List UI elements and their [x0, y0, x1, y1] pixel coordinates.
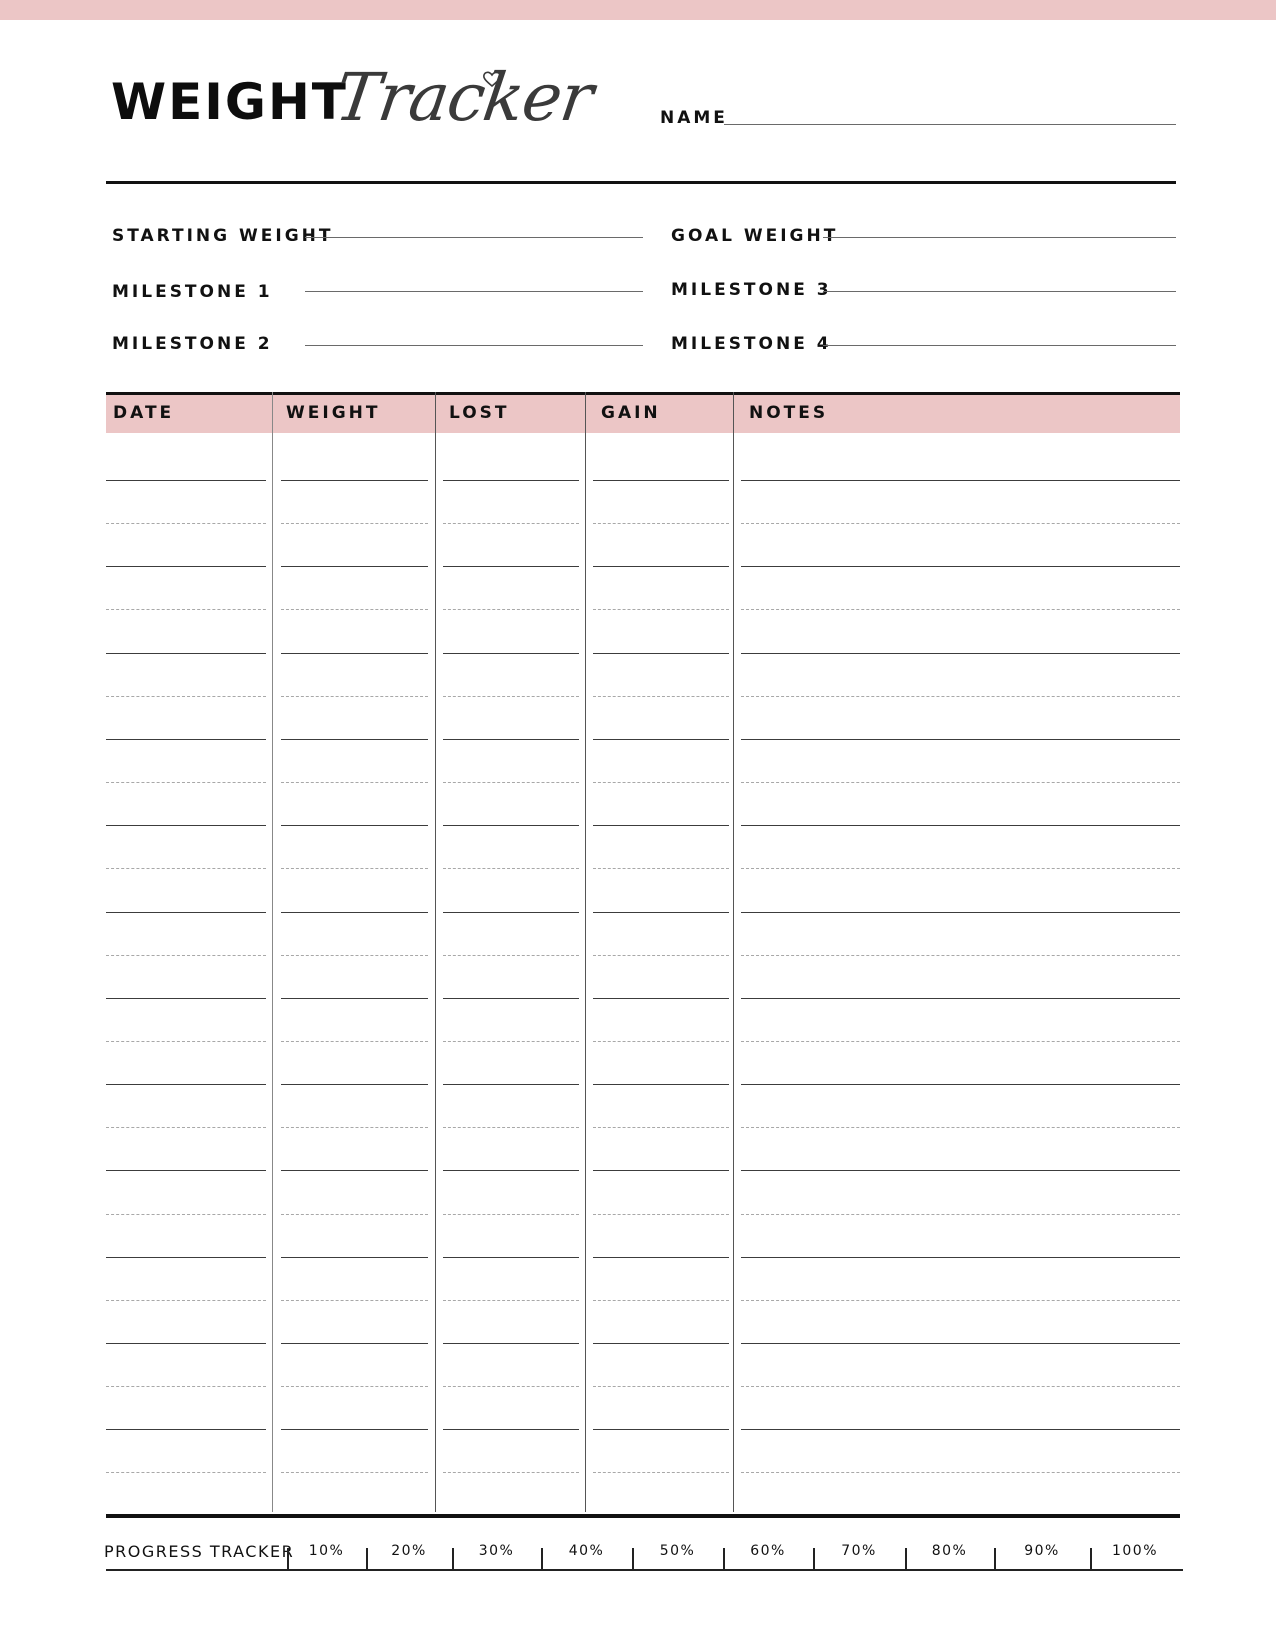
table-cell-line[interactable]: [443, 955, 579, 956]
table-cell-line[interactable]: [741, 825, 1180, 826]
progress-tick: [905, 1548, 907, 1570]
progress-step-20pct[interactable]: 20%: [391, 1543, 427, 1559]
table-cell-line[interactable]: [106, 1343, 266, 1344]
progress-tick: [723, 1548, 725, 1570]
progress-tick: [541, 1548, 543, 1570]
table-cell-line[interactable]: [593, 868, 729, 869]
table-cell-line[interactable]: [593, 825, 729, 826]
table-cell-line[interactable]: [106, 782, 266, 783]
table-cell-line[interactable]: [106, 868, 266, 869]
progress-tick: [366, 1548, 368, 1570]
table-cell-line[interactable]: [443, 1343, 579, 1344]
milestone-3-input-line[interactable]: [823, 291, 1176, 292]
table-cell-line[interactable]: [741, 1041, 1180, 1042]
table-cell-line[interactable]: [741, 1170, 1180, 1171]
table-cell-line[interactable]: [443, 1041, 579, 1042]
column-divider: [733, 392, 734, 1512]
table-cell-line[interactable]: [593, 739, 729, 740]
table-cell-line[interactable]: [593, 1127, 729, 1128]
table-cell-line[interactable]: [281, 998, 428, 999]
table-cell-line[interactable]: [281, 1084, 428, 1085]
table-cell-line[interactable]: [443, 566, 579, 567]
table-cell-line[interactable]: [741, 1386, 1180, 1387]
table-cell-line[interactable]: [741, 739, 1180, 740]
table-cell-line[interactable]: [443, 523, 579, 524]
table-cell-line[interactable]: [281, 1127, 428, 1128]
table-cell-line[interactable]: [593, 609, 729, 610]
title-script: Tracker: [330, 59, 597, 136]
table-cell-line[interactable]: [741, 1257, 1180, 1258]
table-cell-line[interactable]: [593, 696, 729, 697]
name-input-line[interactable]: [724, 124, 1176, 125]
starting-weight-label: STARTING WEIGHT: [112, 226, 334, 246]
table-cell-line[interactable]: [443, 825, 579, 826]
table-cell-line[interactable]: [281, 825, 428, 826]
goal-weight-input-line[interactable]: [823, 237, 1176, 238]
table-cell-line[interactable]: [106, 653, 266, 654]
table-cell-line[interactable]: [281, 1343, 428, 1344]
table-cell-line[interactable]: [281, 1257, 428, 1258]
column-header-weight: WEIGHT: [286, 403, 381, 423]
table-cell-line[interactable]: [741, 782, 1180, 783]
progress-step-30pct[interactable]: 30%: [478, 1543, 515, 1559]
table-cell-line[interactable]: [281, 868, 428, 869]
table-cell-line[interactable]: [593, 523, 729, 524]
table-cell-line[interactable]: [593, 912, 729, 913]
progress-tick: [994, 1548, 996, 1570]
table-cell-line[interactable]: [106, 739, 266, 740]
table-cell-line[interactable]: [741, 653, 1180, 654]
table-cell-line[interactable]: [106, 1386, 266, 1387]
starting-weight-input-line[interactable]: [305, 237, 643, 238]
table-cell-line[interactable]: [281, 955, 428, 956]
table-bottom-rule: [106, 1514, 1180, 1518]
table-cell-line[interactable]: [741, 1084, 1180, 1085]
column-divider: [585, 392, 586, 1512]
table-cell-line[interactable]: [593, 480, 729, 481]
milestone-2-label: MILESTONE 2: [112, 334, 273, 354]
table-cell-line[interactable]: [106, 955, 266, 956]
table-cell-line[interactable]: [593, 1472, 729, 1473]
progress-tracker-underline: [106, 1569, 1183, 1571]
table-cell-line[interactable]: [593, 1300, 729, 1301]
table-cell-line[interactable]: [106, 1041, 266, 1042]
table-cell-line[interactable]: [741, 1127, 1180, 1128]
table-cell-line[interactable]: [281, 739, 428, 740]
table-cell-line[interactable]: [443, 609, 579, 610]
table-cell-line[interactable]: [443, 1170, 579, 1171]
table-cell-line[interactable]: [281, 1386, 428, 1387]
table-cell-line[interactable]: [443, 1214, 579, 1215]
table-cell-line[interactable]: [741, 1214, 1180, 1215]
table-cell-line[interactable]: [741, 523, 1180, 524]
table-cell-line[interactable]: [443, 782, 579, 783]
table-cell-line[interactable]: [281, 566, 428, 567]
column-divider: [272, 392, 273, 1512]
table-cell-line[interactable]: [593, 1386, 729, 1387]
table-cell-line[interactable]: [106, 1214, 266, 1215]
progress-tick: [452, 1548, 454, 1570]
table-cell-line[interactable]: [593, 1257, 729, 1258]
milestone-1-label: MILESTONE 1: [112, 282, 273, 302]
table-cell-line[interactable]: [106, 1300, 266, 1301]
milestone-2-input-line[interactable]: [305, 345, 643, 346]
table-cell-line[interactable]: [443, 998, 579, 999]
table-cell-line[interactable]: [281, 1041, 428, 1042]
progress-step-10pct[interactable]: 10%: [308, 1543, 345, 1559]
table-cell-line[interactable]: [593, 1429, 729, 1430]
table-cell-line[interactable]: [443, 1084, 579, 1085]
milestone-4-label: MILESTONE 4: [671, 334, 832, 354]
table-cell-line[interactable]: [106, 1170, 266, 1171]
goal-weight-label: GOAL WEIGHT: [671, 226, 839, 246]
table-cell-line[interactable]: [281, 523, 428, 524]
table-cell-line[interactable]: [443, 480, 579, 481]
table-cell-line[interactable]: [741, 1343, 1180, 1344]
table-cell-line[interactable]: [281, 696, 428, 697]
column-header-gain: GAIN: [601, 403, 661, 423]
table-cell-line[interactable]: [281, 912, 428, 913]
table-cell-line[interactable]: [741, 1429, 1180, 1430]
progress-tick: [1090, 1548, 1092, 1570]
table-cell-line[interactable]: [443, 696, 579, 697]
table-cell-line[interactable]: [443, 1127, 579, 1128]
table-cell-line[interactable]: [741, 566, 1180, 567]
progress-step-80pct[interactable]: 80%: [931, 1543, 968, 1559]
header-divider: [106, 181, 1176, 184]
table-cell-line[interactable]: [593, 653, 729, 654]
name-label: NAME: [660, 108, 728, 128]
progress-step-50pct[interactable]: 50%: [659, 1543, 696, 1559]
heart-icon: [482, 70, 502, 88]
column-header-notes: NOTES: [749, 403, 829, 423]
table-cell-line[interactable]: [593, 782, 729, 783]
table-cell-line[interactable]: [443, 1300, 579, 1301]
table-cell-line[interactable]: [443, 739, 579, 740]
column-header-date: DATE: [113, 403, 175, 423]
table-cell-line[interactable]: [106, 1472, 266, 1473]
progress-tracker-label: PROGRESS TRACKER: [104, 1542, 295, 1561]
table-cell-line[interactable]: [443, 868, 579, 869]
table-cell-line[interactable]: [281, 1472, 428, 1473]
table-header: [106, 392, 1180, 433]
table-cell-line[interactable]: [741, 1300, 1180, 1301]
title-bold: WEIGHT: [111, 73, 348, 131]
table-cell-line[interactable]: [281, 1300, 428, 1301]
milestone-1-input-line[interactable]: [305, 291, 643, 292]
table-cell-line[interactable]: [741, 868, 1180, 869]
table-cell-line[interactable]: [281, 1170, 428, 1171]
progress-tick: [813, 1548, 815, 1570]
table-cell-line[interactable]: [593, 566, 729, 567]
table-cell-line[interactable]: [593, 1343, 729, 1344]
table-cell-line[interactable]: [106, 480, 266, 481]
table-cell-line[interactable]: [443, 912, 579, 913]
table-cell-line[interactable]: [741, 998, 1180, 999]
table-cell-line[interactable]: [106, 998, 266, 999]
table-cell-line[interactable]: [106, 912, 266, 913]
progress-step-100pct[interactable]: 100%: [1111, 1543, 1159, 1559]
table-cell-line[interactable]: [281, 480, 428, 481]
table-cell-line[interactable]: [443, 1429, 579, 1430]
table-cell-line[interactable]: [593, 1170, 729, 1171]
table-cell-line[interactable]: [281, 782, 428, 783]
table-cell-line[interactable]: [443, 1472, 579, 1473]
table-cell-line[interactable]: [106, 696, 266, 697]
column-divider: [435, 392, 436, 1512]
column-header-lost: LOST: [449, 403, 510, 423]
table-cell-line[interactable]: [281, 1429, 428, 1430]
table-cell-line[interactable]: [443, 653, 579, 654]
table-cell-line[interactable]: [741, 480, 1180, 481]
progress-tick: [632, 1548, 634, 1570]
table-cell-line[interactable]: [741, 1472, 1180, 1473]
top-accent-band: [0, 0, 1276, 20]
table-cell-line[interactable]: [106, 523, 266, 524]
table-cell-line[interactable]: [281, 609, 428, 610]
table-cell-line[interactable]: [741, 912, 1180, 913]
table-cell-line[interactable]: [593, 955, 729, 956]
table-cell-line[interactable]: [281, 653, 428, 654]
table-cell-line[interactable]: [593, 1084, 729, 1085]
table-cell-line[interactable]: [593, 1214, 729, 1215]
table-cell-line[interactable]: [281, 1214, 428, 1215]
table-cell-line[interactable]: [443, 1386, 579, 1387]
progress-step-60pct[interactable]: 60%: [750, 1543, 786, 1559]
milestone-4-input-line[interactable]: [823, 345, 1176, 346]
table-cell-line[interactable]: [593, 1041, 729, 1042]
progress-step-70pct[interactable]: 70%: [841, 1543, 877, 1559]
table-cell-line[interactable]: [593, 998, 729, 999]
milestone-3-label: MILESTONE 3: [671, 280, 832, 300]
table-cell-line[interactable]: [741, 955, 1180, 956]
table-cell-line[interactable]: [443, 1257, 579, 1258]
table-cell-line[interactable]: [106, 1429, 266, 1430]
table-cell-line[interactable]: [106, 1084, 266, 1085]
progress-step-90pct[interactable]: 90%: [1024, 1543, 1060, 1559]
progress-step-40pct[interactable]: 40%: [568, 1543, 605, 1559]
table-cell-line[interactable]: [741, 609, 1180, 610]
table-cell-line[interactable]: [106, 566, 266, 567]
table-cell-line[interactable]: [106, 1127, 266, 1128]
table-cell-line[interactable]: [106, 1257, 266, 1258]
table-cell-line[interactable]: [741, 696, 1180, 697]
table-cell-line[interactable]: [106, 825, 266, 826]
table-cell-line[interactable]: [106, 609, 266, 610]
